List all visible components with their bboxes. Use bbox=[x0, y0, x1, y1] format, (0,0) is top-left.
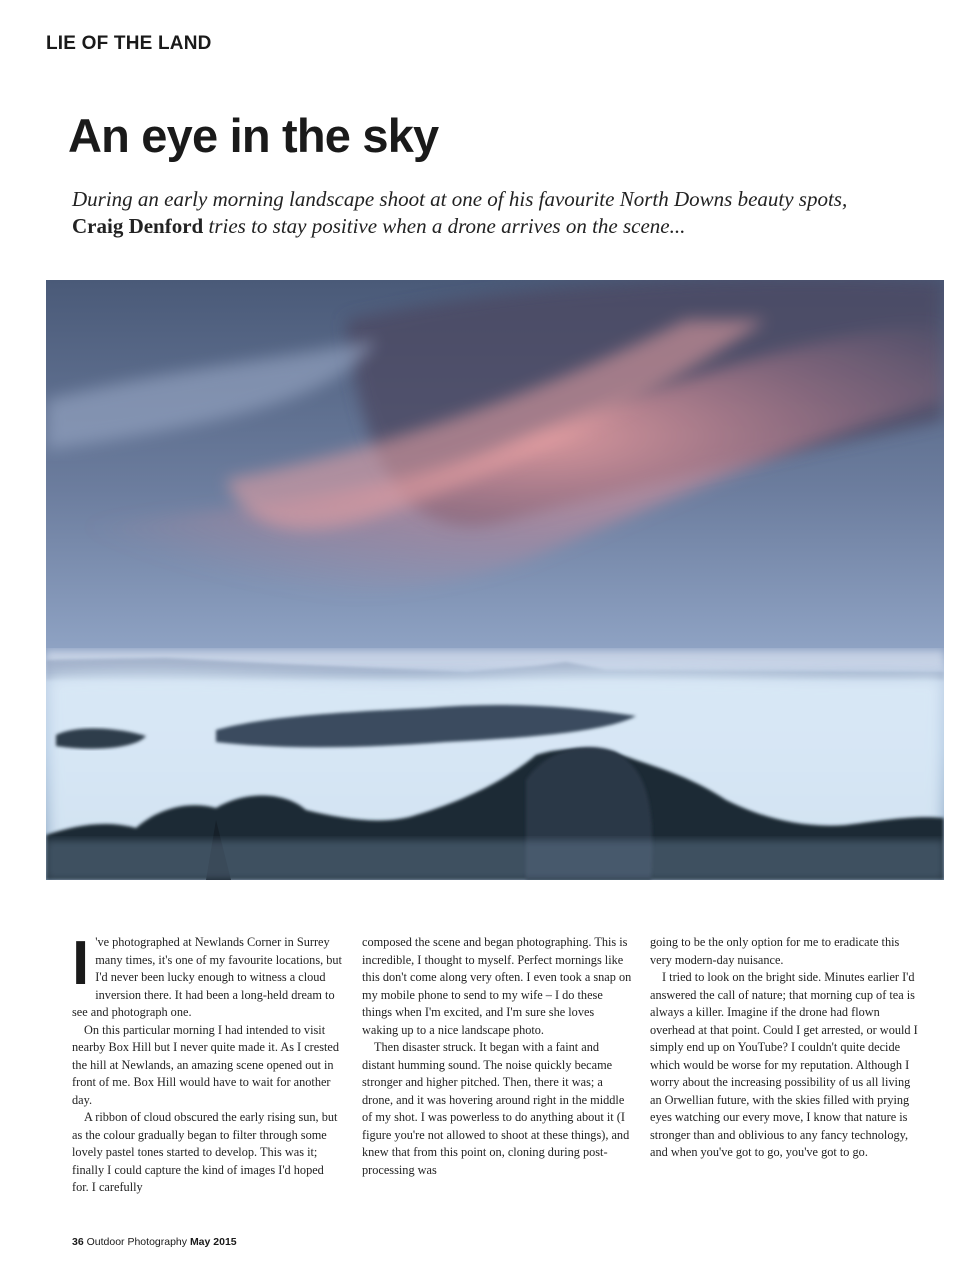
paragraph-1-text: 've photographed at Newlands Corner in Surrey many times, it's one of my favourite locations, but I'd never been lucky enough to witness a cloud inversion there. It had been a long-held dream to see and photograph one. bbox=[72, 935, 342, 1019]
headline: An eye in the sky bbox=[68, 109, 439, 162]
paragraph-7: I tried to look on the bright side. Minutes earlier I'd answered the call of nature; that morning cup of tea is always a killer. Imagine if the drone had flown overhead at that point. Could I get arrested, or would I simply end up on YouTube? I couldn't quite decide which would be worse for my reputation. Although I worry about the increasing possibility of us all living an Orwellian future, with the skies filled with prying eyes watching our every move, I know that nature is stronger than and oblivious to any fancy technology, and when you've got to go, you've got to go. bbox=[650, 970, 918, 1159]
paragraph-1 bbox=[72, 929, 342, 1022]
article-column-2 bbox=[362, 934, 632, 1179]
standfirst bbox=[72, 186, 892, 240]
paragraph-4: composed the scene and began photographing. This is incredible, I thought to myself. Perfect mornings like this don't come along very often. I even took a snap on my mobile phone to send to my wife – I do these things when I'm excited, and I'm sure she loves waking up to a nice landscape photo. bbox=[362, 935, 632, 1037]
issue-date: May 2015 bbox=[189, 1236, 237, 1248]
section-label: LIE OF THE LAND bbox=[46, 33, 212, 54]
page-folio bbox=[72, 1236, 237, 1248]
paragraph-6: going to be the only option for me to eradicate this very modern-day nuisance. bbox=[650, 935, 900, 967]
dropcap: I bbox=[72, 929, 90, 998]
landscape-photo bbox=[46, 280, 944, 880]
standfirst-after: tries to stay positive when a drone arrives on the scene... bbox=[203, 214, 686, 238]
article-column-1 bbox=[72, 929, 342, 1197]
paragraph-2: On this particular morning I had intended to visit nearby Box Hill but I never quite made it. As I crested the hill at Newlands, an amazing scene opened out in front of me. Box Hill would have to wait for another day. bbox=[72, 1022, 340, 1107]
paragraph-3: A ribbon of cloud obscured the early rising sun, but as the colour gradually began to filter through some lovely pastel tones started to develop. This was it; finally I could capture the kind of images I'd hoped for. I carefully bbox=[72, 1110, 338, 1194]
paragraph-5: Then disaster struck. It began with a faint and distant humming sound. The noise quickly became stronger and higher pitched. Then, there it was; a drone, and it was hovering around right in the middle of my shot. I was powerless to do anything about it (I figure you're not allowed to shoot at these things), and knew that from this point on, cloning during post-processing was bbox=[362, 1040, 630, 1177]
magazine-name: Outdoor Photography bbox=[86, 1236, 188, 1248]
article-column-3 bbox=[650, 934, 920, 1162]
standfirst-author: Craig Denford bbox=[72, 214, 204, 238]
standfirst-before: During an early morning landscape shoot at one of his favourite North Downs beauty spots, bbox=[72, 187, 848, 211]
page-number: 36 bbox=[72, 1236, 84, 1248]
